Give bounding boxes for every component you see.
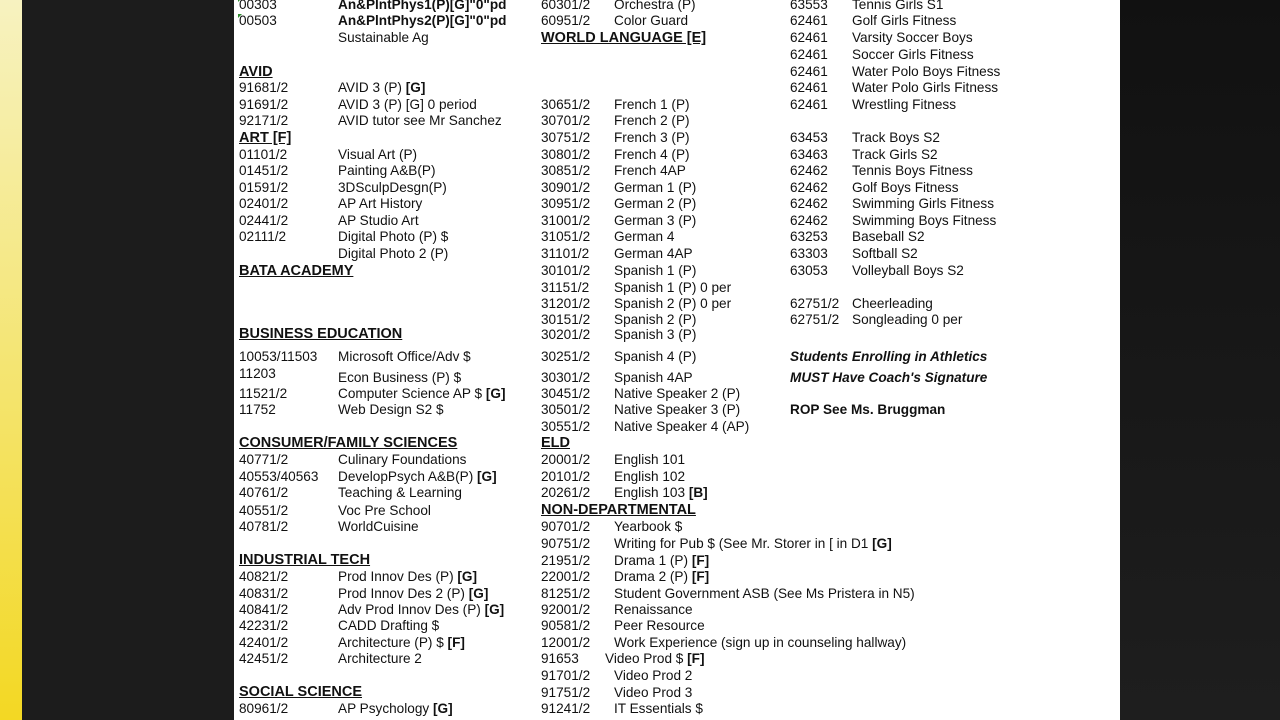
course-code: 40821/2 bbox=[239, 569, 289, 584]
course-code: 81251/2 bbox=[541, 586, 591, 601]
course-title: Drama 1 (P) bbox=[614, 553, 689, 568]
course-code: 40781/2 bbox=[239, 519, 289, 534]
course-title: Tennis Boys Fitness bbox=[852, 163, 973, 178]
course-row bbox=[239, 485, 462, 501]
course-title: French 3 (P) bbox=[614, 130, 690, 145]
course-code: 30551/2 bbox=[541, 419, 591, 434]
course-row bbox=[541, 130, 690, 146]
course-title: AP Psychology bbox=[338, 701, 430, 716]
course-title: 3DSculpDesgn(P) bbox=[338, 180, 447, 195]
course-title: Voc Pre School bbox=[338, 503, 431, 518]
course-title: Video Prod $ bbox=[605, 651, 684, 666]
course-title: Teaching & Learning bbox=[338, 485, 462, 500]
course-code: 11521/2 bbox=[239, 386, 288, 401]
course-row bbox=[239, 370, 461, 386]
course-title: Native Speaker 4 (AP) bbox=[614, 419, 750, 434]
course-code: 42451/2 bbox=[239, 651, 289, 666]
course-row bbox=[790, 263, 964, 279]
course-row bbox=[541, 246, 693, 262]
course-code: 62462 bbox=[790, 163, 828, 178]
course-row bbox=[541, 553, 709, 569]
requirement-tag: [F] bbox=[691, 569, 710, 584]
course-row bbox=[541, 180, 696, 196]
course-code: 80961/2 bbox=[239, 701, 289, 716]
course-row bbox=[239, 180, 447, 196]
requirement-tag: [B] bbox=[688, 485, 708, 500]
course-code: 40771/2 bbox=[239, 452, 289, 467]
course-code: 92001/2 bbox=[541, 602, 591, 617]
course-row bbox=[541, 97, 690, 113]
course-title: Prod Innov Des 2 (P) bbox=[338, 586, 465, 601]
course-row bbox=[541, 701, 703, 717]
course-row bbox=[239, 97, 477, 113]
course-code: 01591/2 bbox=[239, 180, 289, 195]
course-title: Web Design S2 $ bbox=[338, 402, 444, 417]
section-heading-art: ART [F] bbox=[239, 130, 292, 146]
course-code: 31201/2 bbox=[541, 296, 591, 311]
course-code: 62751/2 bbox=[790, 296, 840, 311]
course-title: Golf Girls Fitness bbox=[852, 13, 957, 28]
course-code: 63453 bbox=[790, 130, 828, 145]
course-row bbox=[790, 80, 998, 96]
course-row bbox=[541, 618, 705, 634]
course-code: 62461 bbox=[790, 64, 828, 79]
course-title: Architecture 2 bbox=[338, 651, 422, 666]
course-title: Video Prod 2 bbox=[614, 668, 693, 683]
course-title: German 2 (P) bbox=[614, 196, 697, 211]
course-title: Video Prod 3 bbox=[614, 685, 693, 700]
course-title: Sustainable Ag bbox=[338, 30, 429, 45]
course-code: 42401/2 bbox=[239, 635, 289, 650]
comment-marker bbox=[238, 0, 242, 2]
requirement-tag: [G] bbox=[468, 586, 489, 601]
course-code: 11752 bbox=[239, 402, 276, 417]
section-heading-industrial: INDUSTRIAL TECH bbox=[239, 552, 371, 568]
course-title: German 3 (P) bbox=[614, 213, 697, 228]
course-code: 40551/2 bbox=[239, 503, 289, 518]
course-code: 91241/2 bbox=[541, 701, 591, 716]
course-code: 42231/2 bbox=[239, 618, 289, 633]
course-title: Swimming Girls Fitness bbox=[852, 196, 994, 211]
course-code: 62751/2 bbox=[790, 312, 840, 327]
course-code: 30901/2 bbox=[541, 180, 591, 195]
course-title: An&PlntPhys2(P)[G]"0"pd bbox=[338, 13, 507, 28]
course-row bbox=[239, 386, 506, 402]
course-row bbox=[239, 618, 439, 634]
course-row bbox=[541, 312, 696, 328]
course-title: AP Studio Art bbox=[338, 213, 419, 228]
course-title: Softball S2 bbox=[852, 246, 918, 261]
course-code: 00503 bbox=[239, 13, 277, 28]
course-code: 62462 bbox=[790, 180, 828, 195]
course-row bbox=[541, 651, 705, 667]
course-title: French 1 (P) bbox=[614, 97, 690, 112]
course-title: Adv Prod Innov Des (P) bbox=[338, 602, 481, 617]
requirement-tag: [G] bbox=[485, 386, 506, 401]
course-code: 02111/2 bbox=[239, 229, 287, 244]
course-row bbox=[541, 536, 892, 552]
course-title: DevelopPsych A&B(P) bbox=[338, 469, 474, 484]
course-row bbox=[541, 419, 749, 435]
course-title: Drama 2 (P) bbox=[614, 569, 689, 584]
course-row bbox=[239, 113, 502, 129]
course-code: 31101/2 bbox=[541, 246, 590, 261]
course-row bbox=[239, 349, 471, 365]
course-row bbox=[239, 519, 419, 535]
course-code: 62462 bbox=[790, 196, 828, 211]
course-title: Tennis Girls S1 bbox=[852, 0, 944, 12]
course-row bbox=[541, 13, 688, 29]
section-heading-social: SOCIAL SCIENCE bbox=[239, 684, 363, 700]
course-row bbox=[541, 280, 731, 296]
course-code: 91701/2 bbox=[541, 668, 591, 683]
course-row bbox=[790, 312, 962, 328]
requirement-tag: [G] bbox=[484, 602, 505, 617]
course-row bbox=[541, 229, 674, 245]
course-code: 30101/2 bbox=[541, 263, 591, 278]
course-title: Prod Innov Des (P) bbox=[338, 569, 454, 584]
course-row bbox=[239, 147, 417, 163]
course-code: 30151/2 bbox=[541, 312, 591, 327]
course-title: Songleading 0 per bbox=[852, 312, 963, 327]
note-rop-note: ROP See Ms. Bruggman bbox=[790, 402, 946, 417]
course-code: 30701/2 bbox=[541, 113, 591, 128]
course-code: 30301/2 bbox=[541, 370, 591, 385]
course-row bbox=[541, 113, 690, 129]
course-title: AVID tutor see Mr Sanchez bbox=[338, 113, 502, 128]
course-code: 30801/2 bbox=[541, 147, 591, 162]
course-title: Student Government ASB (See Ms Pristera in N5) bbox=[614, 586, 915, 601]
note-athletics-note-2: MUST Have Coach's Signature bbox=[790, 370, 988, 385]
course-title: Culinary Foundations bbox=[338, 452, 467, 467]
course-title: Peer Resource bbox=[614, 618, 705, 633]
course-title: CADD Drafting $ bbox=[338, 618, 440, 633]
course-title: Native Speaker 3 (P) bbox=[614, 402, 741, 417]
course-row bbox=[239, 213, 419, 229]
course-row bbox=[239, 635, 465, 651]
course-row bbox=[541, 163, 686, 179]
course-title: AVID 3 (P) [G] 0 period bbox=[338, 97, 477, 112]
course-code: 90581/2 bbox=[541, 618, 591, 633]
course-title: English 102 bbox=[614, 469, 686, 484]
course-row bbox=[790, 196, 994, 212]
course-code: 40831/2 bbox=[239, 586, 289, 601]
course-row bbox=[790, 213, 996, 229]
course-row bbox=[239, 13, 506, 29]
course-title: Architecture (P) $ bbox=[338, 635, 444, 650]
course-title: Painting A&B(P) bbox=[338, 163, 436, 178]
course-row bbox=[790, 64, 1000, 80]
course-title: WorldCuisine bbox=[338, 519, 419, 534]
course-code: 00303 bbox=[239, 0, 277, 12]
course-row bbox=[239, 602, 504, 618]
course-row bbox=[541, 296, 731, 312]
course-code: 60951/2 bbox=[541, 13, 591, 28]
course-code: 63553 bbox=[790, 0, 828, 12]
course-code: 62461 bbox=[790, 80, 828, 95]
course-row bbox=[790, 130, 940, 146]
course-row bbox=[790, 296, 933, 312]
course-title: Visual Art (P) bbox=[338, 147, 418, 162]
course-title: Volleyball Boys S2 bbox=[852, 263, 964, 278]
course-code: 62461 bbox=[790, 13, 828, 28]
course-row bbox=[239, 569, 477, 585]
course-row bbox=[541, 386, 740, 402]
course-title: French 2 (P) bbox=[614, 113, 690, 128]
course-code: 91681/2 bbox=[239, 80, 289, 95]
course-code: 40553/40563 bbox=[239, 469, 319, 484]
course-title: Writing for Pub $ (See Mr. Storer in [ in D1 bbox=[614, 536, 869, 551]
course-title: German 4 bbox=[614, 229, 675, 244]
course-row bbox=[790, 97, 956, 113]
course-row bbox=[790, 246, 918, 262]
course-row bbox=[541, 147, 690, 163]
course-code: 31151/2 bbox=[541, 280, 590, 295]
course-row bbox=[790, 147, 938, 163]
comment-marker bbox=[238, 14, 242, 18]
course-title: English 101 bbox=[614, 452, 686, 467]
course-title: AVID 3 (P) bbox=[338, 80, 402, 95]
course-code: 12001/2 bbox=[541, 635, 591, 650]
course-code: 62462 bbox=[790, 213, 828, 228]
course-row bbox=[239, 30, 429, 46]
course-title: An&PlntPhys1(P)[G]"0"pd bbox=[338, 0, 507, 12]
course-row bbox=[239, 701, 453, 717]
course-code: 63303 bbox=[790, 246, 828, 261]
course-title: Spanish 4 (P) bbox=[614, 349, 697, 364]
course-row bbox=[541, 569, 709, 585]
course-title: Track Girls S2 bbox=[852, 147, 938, 162]
requirement-tag: [G] bbox=[477, 469, 497, 484]
course-title: Spanish 3 (P) bbox=[614, 327, 697, 342]
course-title: Soccer Girls Fitness bbox=[852, 47, 974, 62]
course-code: 91653 bbox=[541, 651, 579, 666]
course-code: 40761/2 bbox=[239, 485, 289, 500]
course-title: Water Polo Boys Fitness bbox=[852, 64, 1001, 79]
course-code: 90701/2 bbox=[541, 519, 591, 534]
course-code: 63253 bbox=[790, 229, 828, 244]
course-row bbox=[541, 0, 696, 13]
section-heading-world-language: WORLD LANGUAGE [E] bbox=[541, 30, 707, 46]
course-code: 63053 bbox=[790, 263, 828, 278]
course-row bbox=[541, 370, 693, 386]
section-heading-non-departmental: NON-DEPARTMENTAL bbox=[541, 502, 696, 518]
course-code: 30251/2 bbox=[541, 349, 591, 364]
course-row bbox=[541, 685, 692, 701]
course-row bbox=[541, 402, 740, 418]
course-title: Native Speaker 2 (P) bbox=[614, 386, 741, 401]
course-title: Spanish 2 (P) 0 per bbox=[614, 296, 732, 311]
course-row bbox=[541, 668, 692, 684]
course-title: Cheerleading bbox=[852, 296, 933, 311]
section-heading-bata: BATA ACADEMY bbox=[239, 263, 354, 279]
course-code: 30201/2 bbox=[541, 327, 591, 342]
course-code: 40841/2 bbox=[239, 602, 289, 617]
course-title: Water Polo Girls Fitness bbox=[852, 80, 999, 95]
course-code: 30501/2 bbox=[541, 402, 591, 417]
course-title: Yearbook $ bbox=[614, 519, 683, 534]
course-title: Spanish 1 (P) 0 per bbox=[614, 280, 732, 295]
course-title: French 4AP bbox=[614, 163, 686, 178]
course-row bbox=[239, 469, 497, 485]
course-code: 22001/2 bbox=[541, 569, 591, 584]
course-title: Swimming Boys Fitness bbox=[852, 213, 997, 228]
left-background-strip bbox=[0, 0, 22, 720]
course-code: 11203 bbox=[239, 366, 276, 381]
section-heading-business: BUSINESS EDUCATION bbox=[239, 326, 403, 342]
requirement-tag: [F] bbox=[687, 651, 705, 666]
course-row bbox=[239, 229, 448, 245]
note-athletics-note-1: Students Enrolling in Athletics bbox=[790, 349, 988, 364]
course-title: Baseball S2 bbox=[852, 229, 925, 244]
course-row bbox=[541, 452, 685, 468]
course-row bbox=[239, 452, 466, 468]
course-row bbox=[541, 519, 682, 535]
requirement-tag: [G] bbox=[457, 569, 478, 584]
course-code: 31001/2 bbox=[541, 213, 591, 228]
course-code: 90751/2 bbox=[541, 536, 591, 551]
course-title: Computer Science AP $ bbox=[338, 386, 483, 401]
course-row bbox=[541, 485, 708, 501]
course-code: 62461 bbox=[790, 30, 828, 45]
course-row bbox=[239, 246, 448, 262]
course-row bbox=[239, 402, 444, 418]
course-title: Color Guard bbox=[614, 13, 689, 28]
course-row bbox=[541, 263, 696, 279]
course-title: English 103 bbox=[614, 485, 686, 500]
course-code: 20001/2 bbox=[541, 452, 591, 467]
course-row bbox=[541, 213, 696, 229]
course-title: Digital Photo 2 (P) bbox=[338, 246, 449, 261]
course-code: 31051/2 bbox=[541, 229, 591, 244]
course-title: Work Experience (sign up in counseling hallway) bbox=[614, 635, 907, 650]
course-row bbox=[790, 229, 925, 245]
course-list-document bbox=[234, 0, 1120, 720]
course-code: 02401/2 bbox=[239, 196, 289, 211]
course-title: Spanish 1 (P) bbox=[614, 263, 697, 278]
course-row bbox=[541, 469, 685, 485]
course-code: 20101/2 bbox=[541, 469, 591, 484]
course-row bbox=[239, 80, 425, 96]
course-code: 30451/2 bbox=[541, 386, 591, 401]
course-code: 20261/2 bbox=[541, 485, 591, 500]
course-title: French 4 (P) bbox=[614, 147, 690, 162]
course-code: 30851/2 bbox=[541, 163, 591, 178]
course-title: Microsoft Office/Adv $ bbox=[338, 349, 471, 364]
course-code: 10053/11503 bbox=[239, 349, 318, 364]
course-row bbox=[790, 163, 973, 179]
section-heading-avid: AVID bbox=[239, 64, 273, 80]
course-row bbox=[790, 47, 974, 63]
course-row bbox=[541, 586, 915, 602]
course-row bbox=[239, 586, 488, 602]
course-title: Digital Photo (P) $ bbox=[338, 229, 449, 244]
requirement-tag: [G] bbox=[872, 536, 892, 551]
course-code: 30951/2 bbox=[541, 196, 591, 211]
course-row bbox=[790, 0, 943, 13]
course-title: German 4AP bbox=[614, 246, 693, 261]
course-code: 21951/2 bbox=[541, 553, 591, 568]
course-code: 91691/2 bbox=[239, 97, 289, 112]
course-row bbox=[541, 349, 696, 365]
right-background-strip bbox=[1120, 0, 1280, 720]
section-heading-eld: ELD bbox=[541, 435, 570, 451]
course-row bbox=[239, 163, 435, 179]
course-title: Econ Business (P) $ bbox=[338, 370, 462, 385]
course-title: Spanish 2 (P) bbox=[614, 312, 697, 327]
course-title: Track Boys S2 bbox=[852, 130, 940, 145]
course-code: 62461 bbox=[790, 47, 828, 62]
requirement-tag: [F] bbox=[447, 635, 465, 650]
course-title: Wrestling Fitness bbox=[852, 97, 956, 112]
course-code: 01101/2 bbox=[239, 147, 288, 162]
course-title: Spanish 4AP bbox=[614, 370, 693, 385]
course-row bbox=[541, 196, 696, 212]
course-title: AP Art History bbox=[338, 196, 423, 211]
requirement-tag: [G] bbox=[432, 701, 453, 716]
course-row bbox=[541, 635, 906, 651]
course-code: 01451/2 bbox=[239, 163, 289, 178]
course-title: Orchestra (P) bbox=[614, 0, 696, 12]
course-code: 30651/2 bbox=[541, 97, 591, 112]
course-code: 63463 bbox=[790, 147, 828, 162]
course-title: German 1 (P) bbox=[614, 180, 697, 195]
course-title: Varsity Soccer Boys bbox=[852, 30, 973, 45]
course-row bbox=[541, 327, 696, 343]
course-row bbox=[239, 0, 506, 13]
course-title: IT Essentials $ bbox=[614, 701, 703, 716]
course-row bbox=[541, 602, 693, 618]
requirement-tag: [G] bbox=[405, 80, 426, 95]
course-title: Golf Boys Fitness bbox=[852, 180, 959, 195]
section-heading-consumer: CONSUMER/FAMILY SCIENCES bbox=[239, 435, 458, 451]
course-title: Renaissance bbox=[614, 602, 693, 617]
course-code: 02441/2 bbox=[239, 213, 289, 228]
course-code: 60301/2 bbox=[541, 0, 591, 12]
course-row bbox=[239, 503, 431, 519]
course-row bbox=[790, 30, 973, 46]
course-code: 30751/2 bbox=[541, 130, 591, 145]
course-row bbox=[239, 651, 422, 667]
course-row bbox=[790, 13, 956, 29]
requirement-tag: [F] bbox=[691, 553, 710, 568]
course-code: 91751/2 bbox=[541, 685, 591, 700]
course-row bbox=[239, 196, 422, 212]
course-row bbox=[790, 180, 959, 196]
course-code: 62461 bbox=[790, 97, 828, 112]
course-code: 92171/2 bbox=[239, 113, 289, 128]
